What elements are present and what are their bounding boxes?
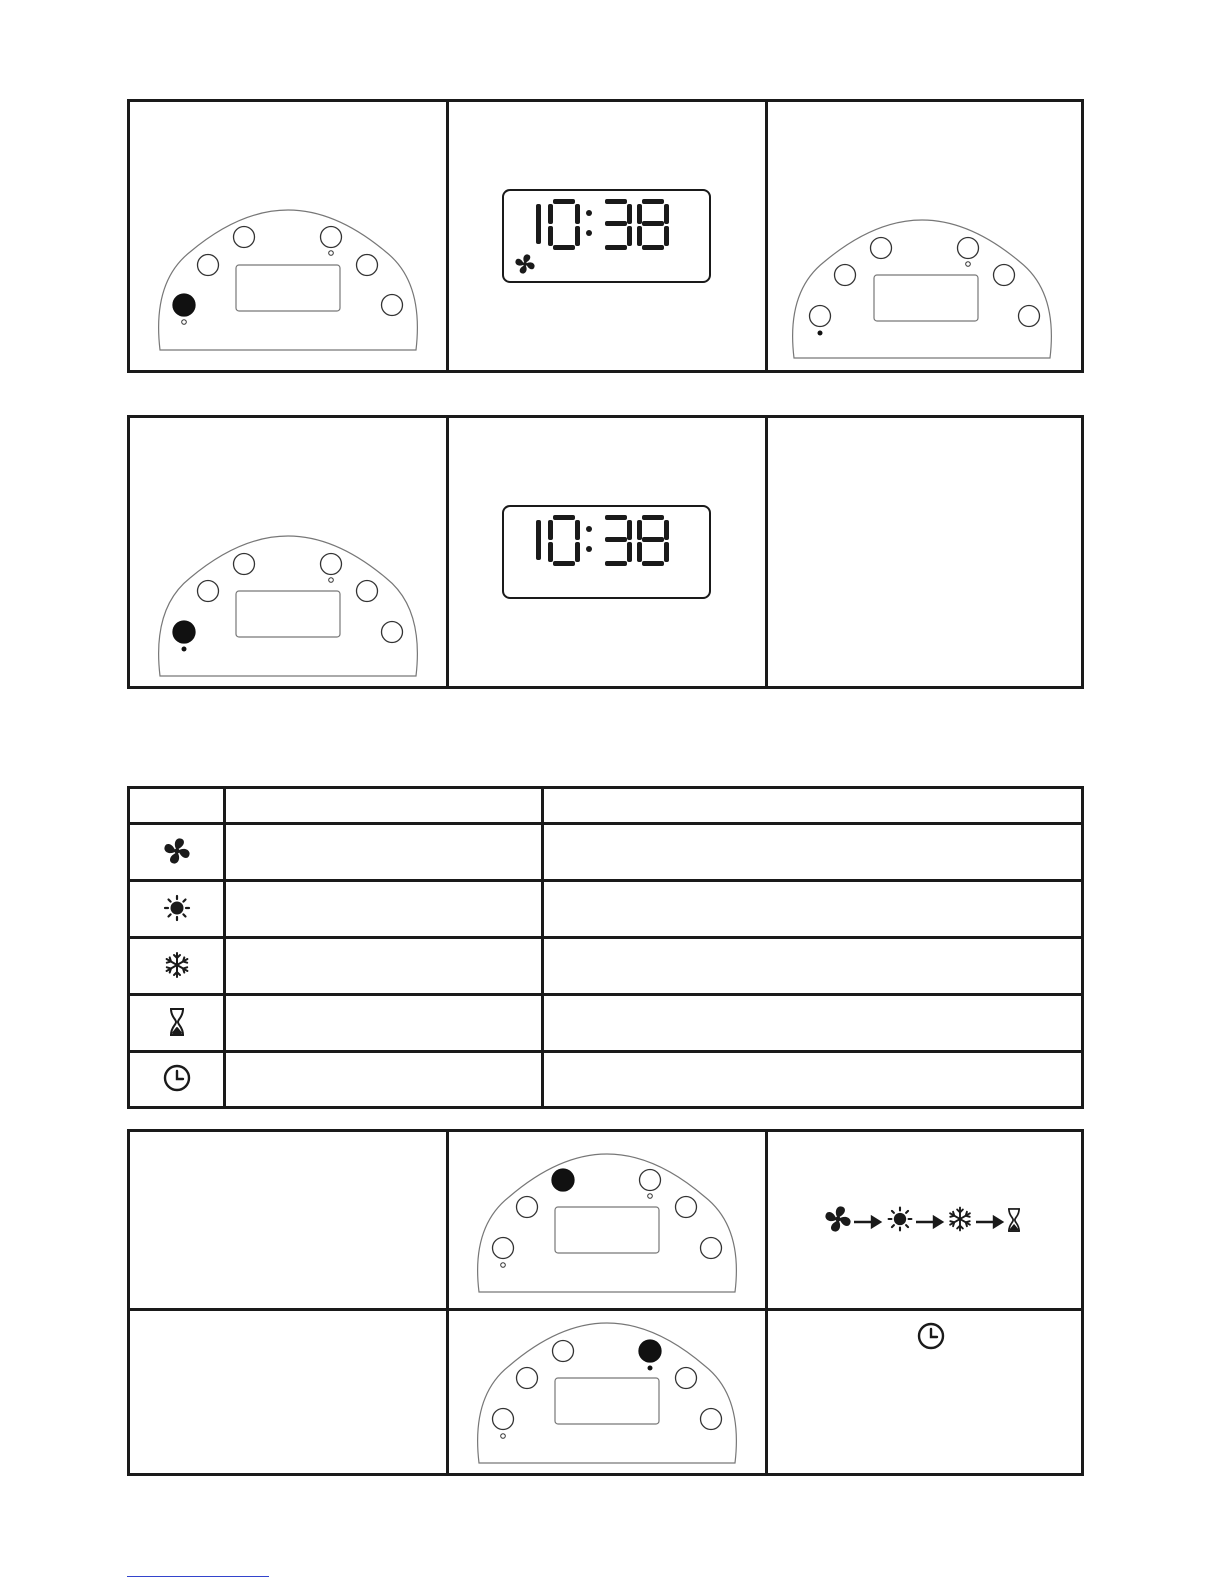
step-frame-1	[127, 99, 1084, 373]
fan-mode-button[interactable]	[234, 227, 255, 248]
fan-icon	[164, 838, 189, 863]
right-button[interactable]	[357, 255, 378, 276]
arrow-icon	[854, 1217, 880, 1227]
left-button[interactable]	[198, 255, 219, 276]
mode-button[interactable]	[552, 1169, 574, 1191]
hourglass-icon	[170, 1009, 184, 1035]
timer-indicator	[768, 1311, 1084, 1473]
hourglass-icon	[1008, 1209, 1020, 1231]
clock-icon	[165, 1066, 189, 1090]
snowflake-icon	[167, 953, 188, 977]
arrow-icon	[976, 1217, 1002, 1227]
clock-icon	[919, 1324, 943, 1348]
timer-button[interactable]	[639, 1340, 661, 1362]
step-frame-2	[127, 415, 1084, 689]
lcd-display	[449, 418, 765, 686]
control-panel-timer-pressed	[449, 1311, 765, 1473]
control-panel-lamp-on	[768, 102, 1084, 370]
control-panel-mode-pressed	[449, 1132, 765, 1308]
control-panel-power-pressed-lamp-on	[130, 418, 446, 686]
fan-icon	[515, 254, 534, 273]
lower-right-button[interactable]	[382, 295, 403, 316]
step-frame-3	[127, 1129, 1084, 1476]
empty-cell	[768, 418, 1084, 686]
arrow-icon	[916, 1217, 942, 1227]
control-panel-power-pressed	[130, 102, 446, 370]
lcd-display-with-fan	[449, 102, 765, 370]
power-button[interactable]	[173, 294, 195, 316]
snowflake-icon	[950, 1208, 970, 1231]
sun-icon	[165, 896, 189, 920]
timer-button[interactable]	[321, 227, 342, 248]
icon-legend-table	[127, 786, 1084, 1109]
power-button[interactable]	[173, 621, 195, 643]
footer-link-underline[interactable]	[127, 1576, 269, 1577]
sun-icon	[889, 1208, 912, 1231]
fan-icon	[825, 1206, 850, 1231]
mode-sequence	[768, 1132, 1084, 1308]
